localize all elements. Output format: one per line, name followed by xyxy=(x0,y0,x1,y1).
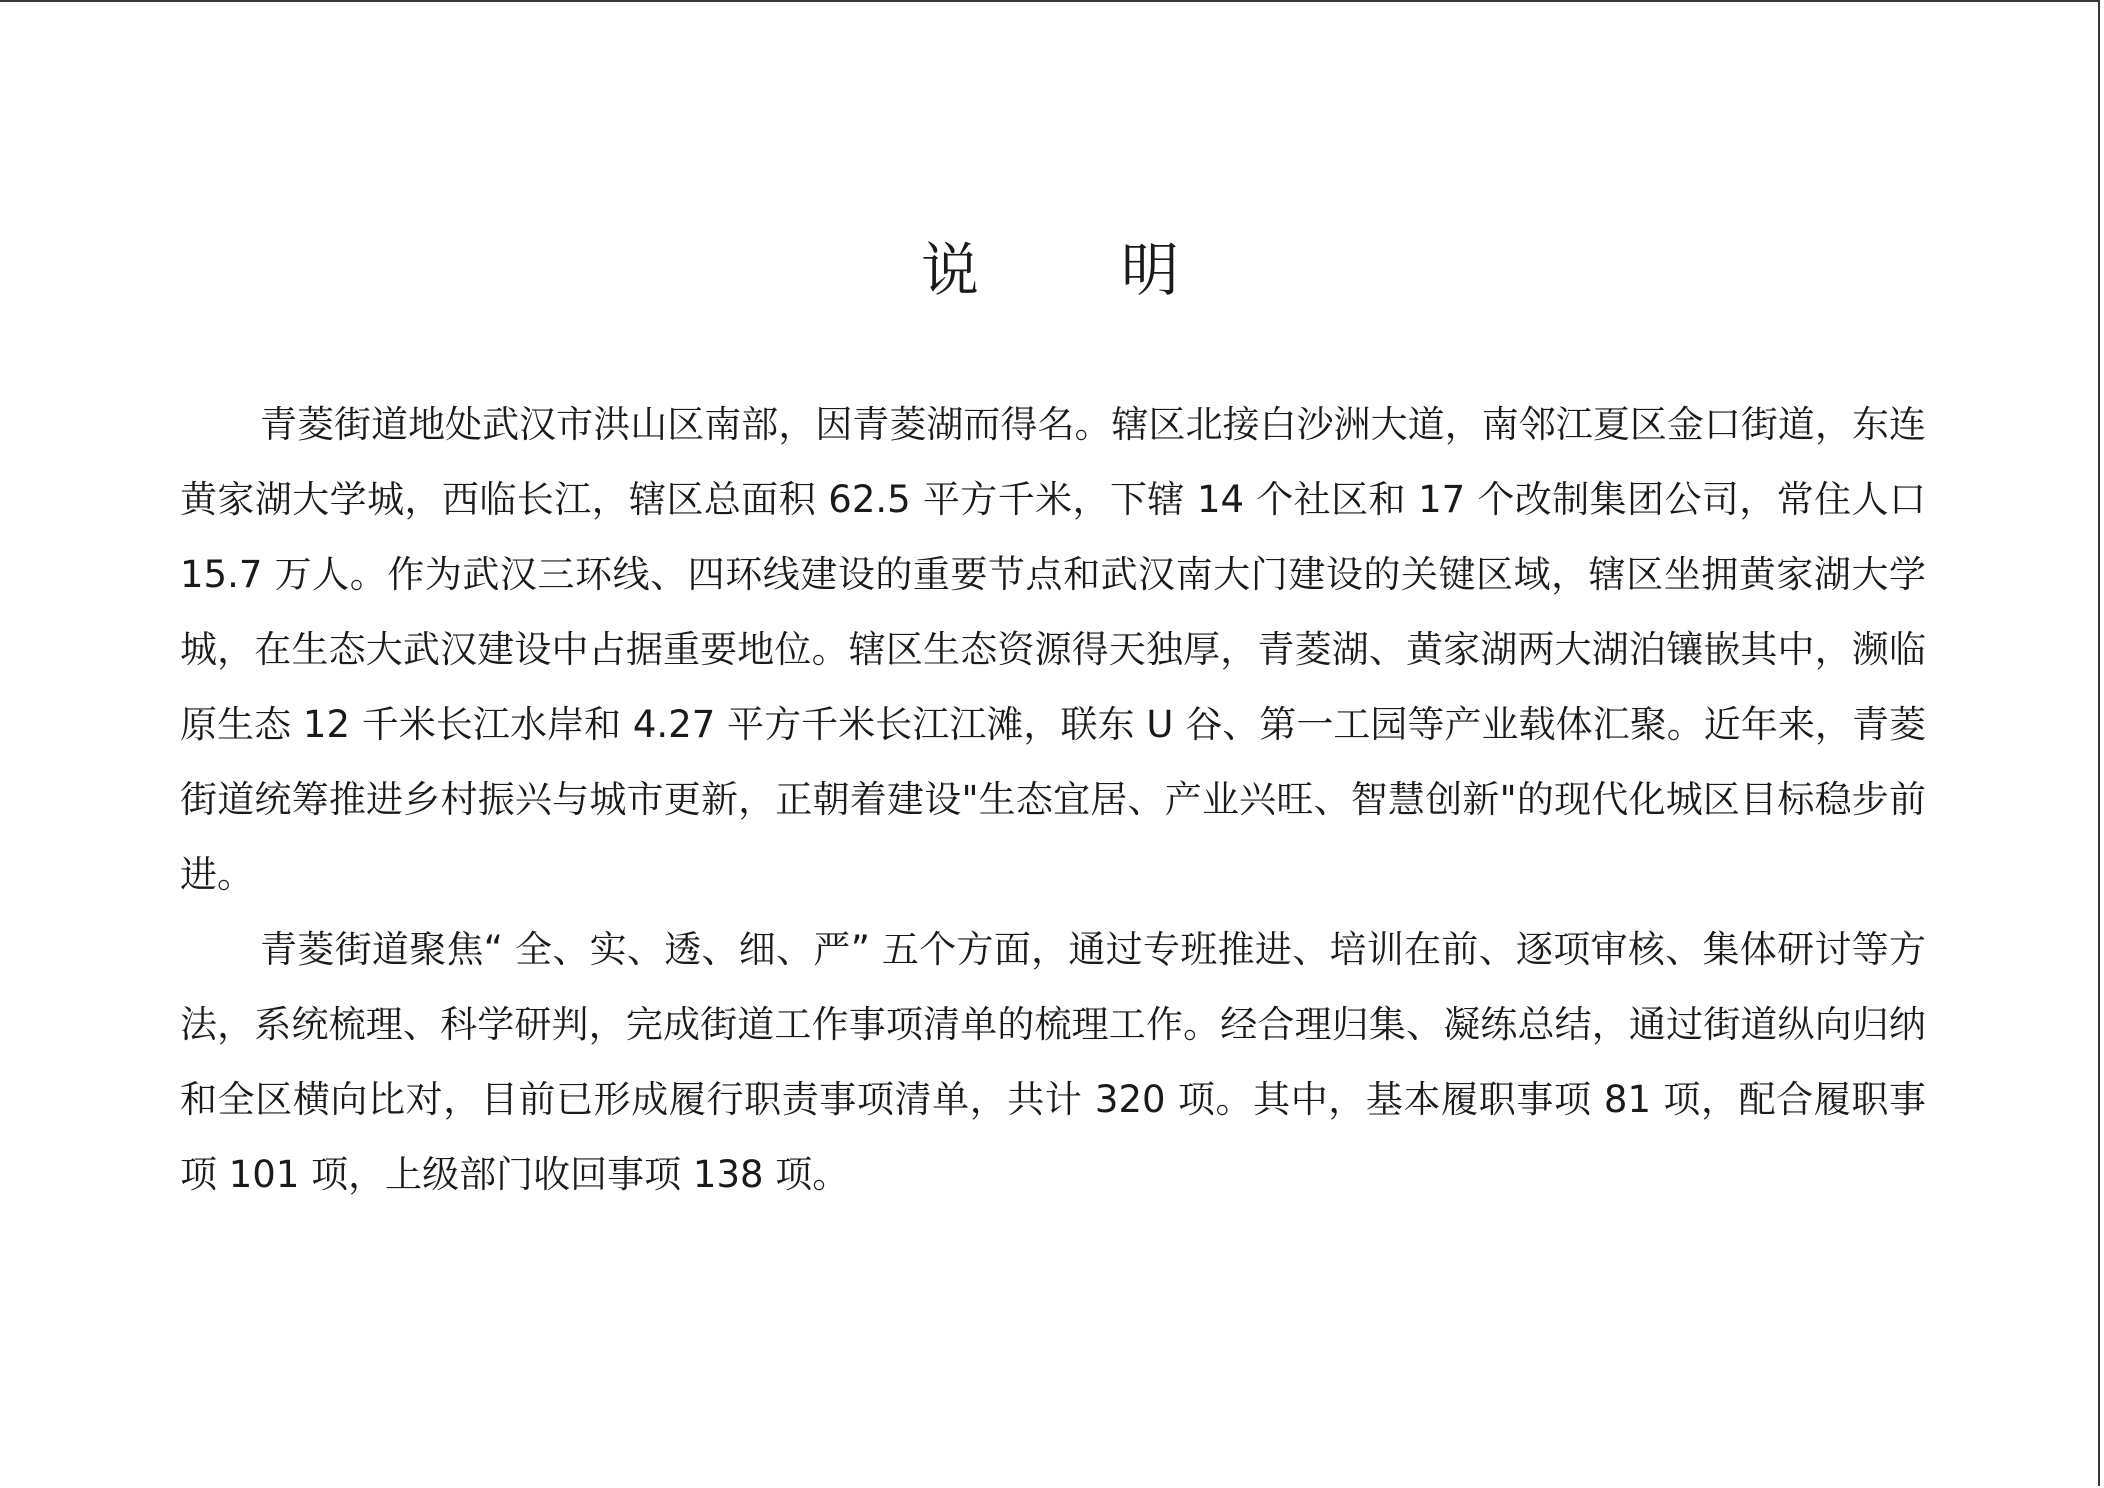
paragraph-task-list: 青菱街道聚焦“ 全、实、透、细、严” 五个方面，通过专班推进、培训在前、逐项审核、集体研讨等方法，系统梳理、科学研判，完成街道工作事项清单的梳理工作。经合理归集、凝练总结，通过街道纵向归纳和全区横向比对，目前已形成履行职责事项清单，共计 320 项。其中，基本履职事项 81 项，配合履职事项 101 项，上级部门收回事项 138 项。 xyxy=(180,928,1926,1196)
document-body xyxy=(180,387,1926,1212)
page-title: 说 明 xyxy=(920,236,1221,304)
paragraph-overview: 青菱街道地处武汉市洪山区南部，因青菱湖而得名。辖区北接白沙洲大道，南邻江夏区金口街道，东连黄家湖大学城，西临长江，辖区总面积 62.5 平方千米，下辖 14 个社区和 17 个改制集团公司，常住人口 15.7 万人。作为武汉三环线、四环线建设的重要节点和武汉南大门建设的关键区域，辖区坐拥黄家湖大学城，在生态大武汉建设中占据重要地位。辖区生态资源得天独厚，青菱湖、黄家湖两大湖泊镶嵌其中，濒临原生态 12 千米长江水岸和 4.27 平方千米长江江滩，联东 U 谷、第一工园等产业载体汇聚。近年来，青菱街道统筹推进乡村振兴与城市更新，正朝着建设"生态宜居、产业兴旺、智慧创新"的现代化城区目标稳步前进。 xyxy=(180,403,1926,896)
